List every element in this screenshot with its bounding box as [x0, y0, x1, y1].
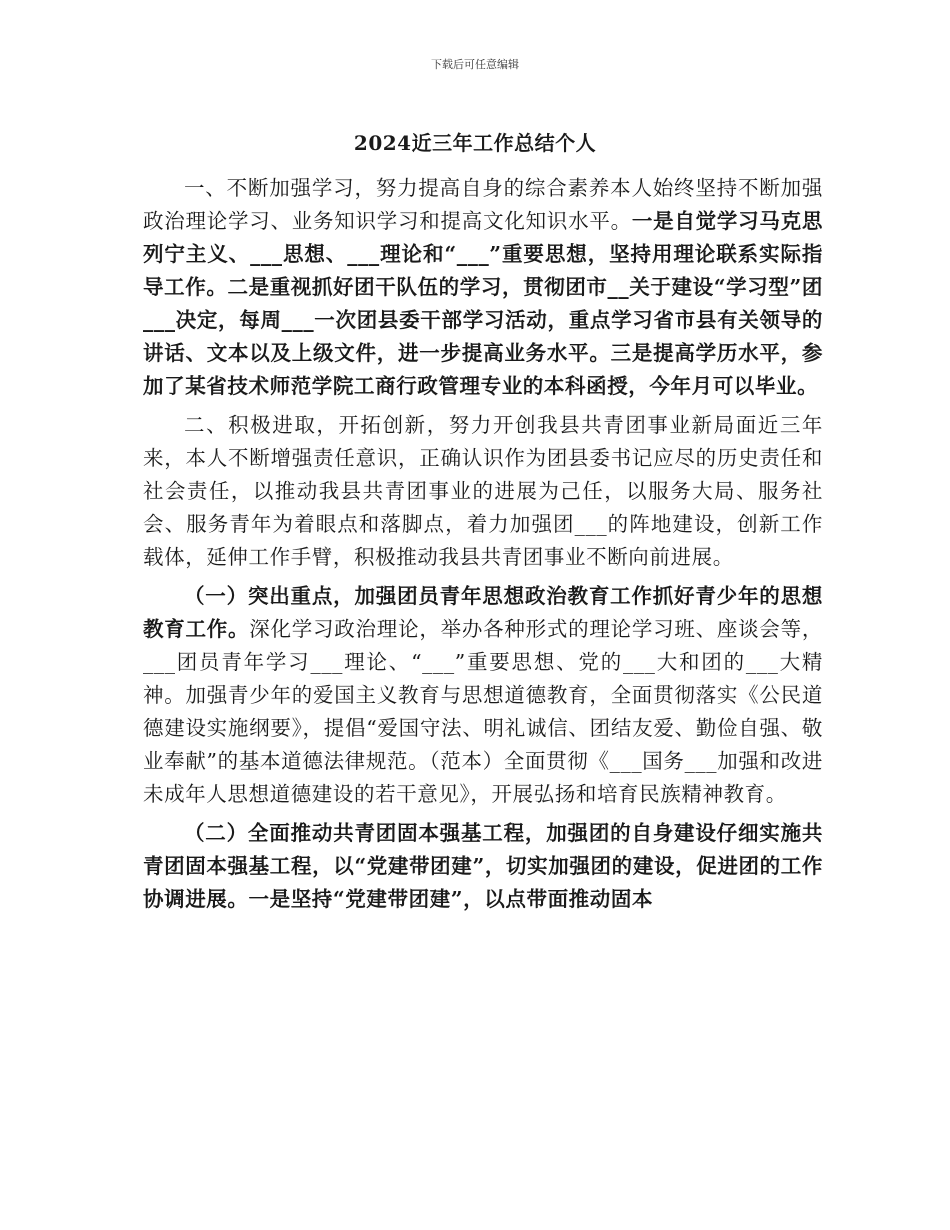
header-note: 下载后可任意编辑 [431, 58, 519, 71]
paragraph-1-intro: 一、不断加强学习，努力提高自身的综合素养本人始终坚持不断加强政治理论学习、业务知识学习和提高文化知识水平。 [143, 176, 823, 233]
paragraph-3-heading: （一）突出重点，加强团员青年思想政治教育工作抓好青少年的思想教育工作。 [143, 584, 823, 641]
paragraph-3-text: 深化学习政治理论，举办各种形式的理论学习班、座谈会等，___团员青年学习___理论、“___”重要思想、党的___大和团的___大精神。加强青少年的爱国主义教育与思想道德教育，全面贯彻落实《公民道德建设实施纲要》，提倡“爱国守法、明礼诚信、团结友爱、勤俭自强、敬业奉献”的基本道德法律规范。（范本）全面贯彻《___国务___加强和改进未成年人思想道德建设的若干意见》，开展弘扬和培育民族精神教育。 [143, 617, 824, 806]
document-body [143, 172, 823, 922]
paragraph-4-heading: （二）全面推动共青团固本强基工程，加强团的自身建设仔细实施共青团固本强基工程，以“党建带团建”，切实加强团的建设，促进团的工作协调进展。一是坚持“党建带团建”，以点带面推动固本 [143, 821, 823, 911]
paragraph-3 [143, 580, 823, 811]
paragraph-2-text: 二、积极进取，开拓创新，努力开创我县共青团事业新局面近三年来，本人不断增强责任意识，正确认识作为团县委书记应尽的历史责任和社会责任，以推动我县共青团事业的进展为己任，以服务大局、服务社会、服务青年为着眼点和落脚点，着力加强团___的阵地建设，创新工作载体，延伸工作手臂，积极推动我县共青团事业不断向前进展。 [143, 413, 823, 569]
paragraph-1-bold: 一是自觉学习马克思列宁主义、___思想、___理论和“___”重要思想，坚持用理论联系实际指导工作。二是重视抓好团干队伍的学习，贯彻团市__关于建设“学习型”团___决定，每周___一次团县委干部学习活动，重点学习省市县有关领导的讲话、文本以及上级文件，进一步提高业务水平。三是提高学历水平，参加了某省技术师范学院工商行政管理专业的本科函授，今年月可以毕业。 [143, 209, 823, 398]
document-title: 2024近三年工作总结个人 [353, 131, 597, 155]
paragraph-2 [143, 409, 823, 574]
paragraph-4 [143, 817, 823, 916]
paragraph-1 [143, 172, 823, 403]
